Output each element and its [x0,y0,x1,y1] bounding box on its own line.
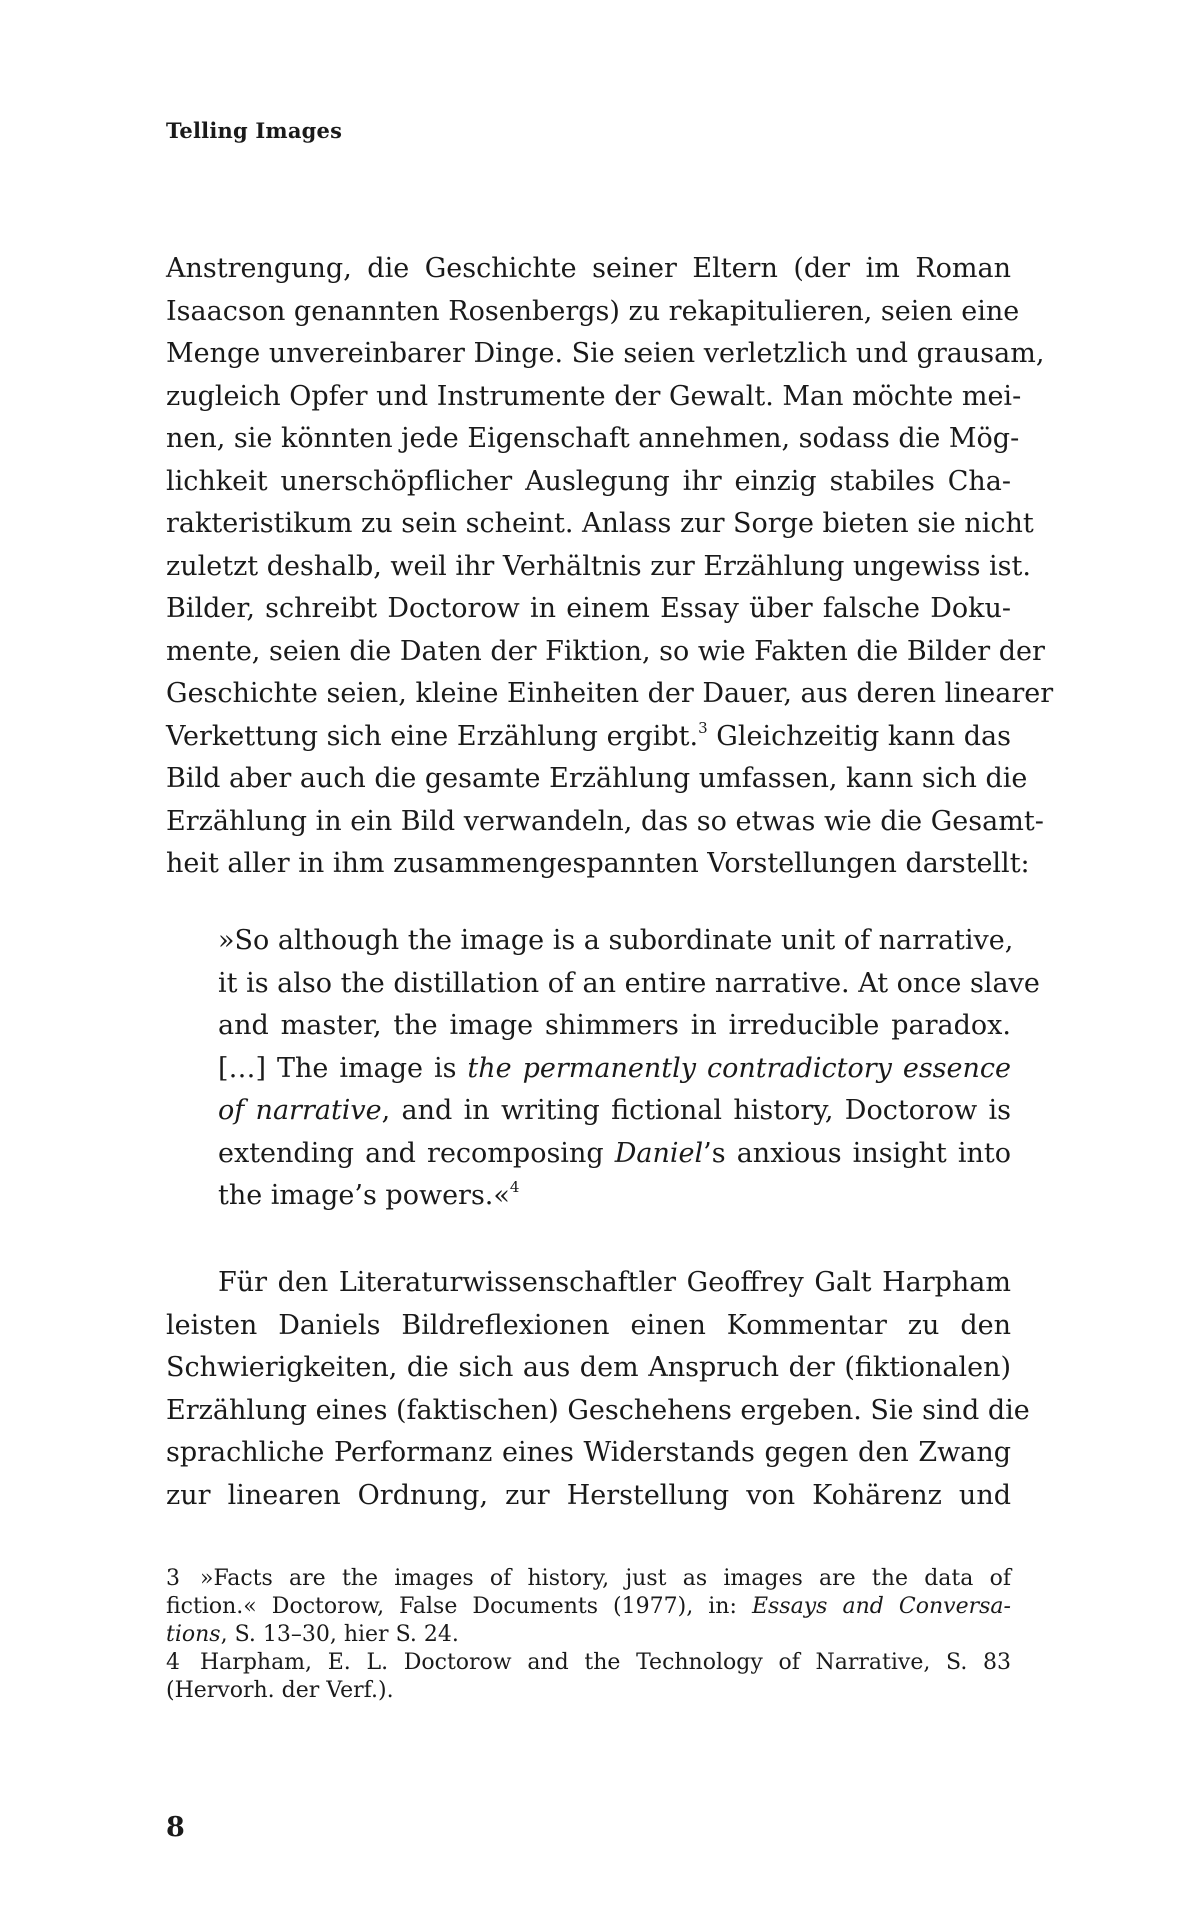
text-line: leisten Daniels Bildreflexionen einen Kommentar zu den [166,1309,1011,1341]
text-line: zur linearen Ordnung, zur Herstellung von Kohärenz und [166,1479,1011,1511]
footnote-3-line [166,1593,1011,1621]
emphasis: the permanently contradictory essence [467,1052,1011,1084]
text-line: Geschichte seien, kleine Einheiten der Dauer, aus deren linearer [166,678,1054,709]
text-line-with-note [166,716,1011,759]
block-quote [218,920,1040,1218]
text-segment: Gleichzeitig kann das [707,720,1011,752]
footnote-4-line [166,1649,1011,1677]
text-line: zuletzt deshalb, weil ihr Verhältnis zur Erzählung ungewiss ist. [166,550,1031,582]
footnote-3-line [166,1621,1011,1649]
text-segment: , S. 13–30, hier S. 24. [220,1622,459,1647]
text-segment: , and in writing fictional history, Doctorow is [381,1095,1011,1126]
page-number: 8 [166,1812,185,1843]
text-line: Bild aber auch die gesamte Erzählung umfassen, kann sich die [166,763,1028,794]
footnote-ref-3: 3 [698,718,708,737]
text-line: lichkeit unerschöpflicher Auslegung ihr einzig stabiles Cha- [166,465,1011,497]
quote-line: it is also the distillation of an entire narrative. At once slave [218,967,1040,999]
quote-line [218,1048,1011,1091]
body-paragraph-1 [166,248,1054,886]
footnote-ref-4: 4 [509,1178,520,1196]
emphasis: of narrative [218,1095,382,1126]
text-segment: »Facts are the images of history, just as images are the data of [200,1566,1011,1591]
text-line: Schwierigkeiten, die sich aus dem Anspruch der (fiktionalen) [166,1352,1011,1383]
quote-line [218,1175,1011,1218]
text-segment: the image’s powers.« [218,1180,510,1211]
body-paragraph-2 [166,1262,1030,1517]
text-line: rakteristikum zu sein scheint. Anlass zur Sorge bieten sie nicht [166,508,1034,539]
text-line: Anstrengung, die Geschichte seiner Eltern (der im Roman [166,253,1011,284]
emphasis: Daniel [614,1137,704,1169]
text-segment: ’s anxious insight into [703,1137,1011,1169]
text-line: zugleich Opfer und Instrumente der Gewalt. Man möchte mei- [166,380,1022,412]
text-line: Erzählung in ein Bild verwandeln, das so etwas wie die Gesamt- [166,805,1044,837]
footnote-4-line: (Hervorh. der Verf.). [166,1678,394,1703]
footnotes [166,1565,1011,1705]
text-line: Isaacson genannten Rosenbergs) zu rekapitulieren, seien eine [166,295,1020,327]
quote-line [218,1133,1011,1176]
quote-line: »So although the image is a subordinate unit of narrative, [218,925,1014,956]
text-line: Bilder, schreibt Doctorow in einem Essay über falsche Doku- [166,593,1011,624]
quote-line [218,1090,1011,1133]
text-line: nen, sie könnten jede Eigenschaft annehmen, sodass die Mög- [166,423,1020,454]
footnote-number: 4 [166,1650,180,1675]
emphasis: Essays and Conversa- [751,1594,1011,1619]
text-line: heit aller in ihm zusammengespannten Vorstellungen darstellt: [166,848,1030,879]
emphasis: tions [166,1622,221,1647]
text-segment: Harpham, E. L. Doctorow and the Technology of Narrative, S. 83 [200,1650,1011,1675]
text-segment: […] The image is [218,1052,468,1084]
text-segment: Verkettung sich eine Erzählung ergibt. [166,720,699,752]
quote-line: and master, the image shimmers in irreducible paradox. [218,1010,1011,1041]
text-line: sprachliche Performanz eines Widerstands gegen den Zwang [166,1437,1011,1468]
footnote-number: 3 [166,1566,180,1591]
footnote-3-line [166,1565,1011,1593]
text-segment: extending and recomposing [218,1137,615,1169]
text-segment: fiction.« Doctorow, False Documents (1977), in: [166,1594,752,1619]
text-line: mente, seien die Daten der Fiktion, so wie Fakten die Bilder der [166,635,1045,667]
running-head: Telling Images [166,118,343,143]
text-line: Menge unvereinbarer Dinge. Sie seien verletzlich und grausam, [166,338,1045,369]
text-line: Für den Literaturwissenschaftler Geoffrey Galt Harpham [218,1267,1011,1298]
text-line: Erzählung eines (faktischen) Geschehens ergeben. Sie sind die [166,1394,1030,1426]
